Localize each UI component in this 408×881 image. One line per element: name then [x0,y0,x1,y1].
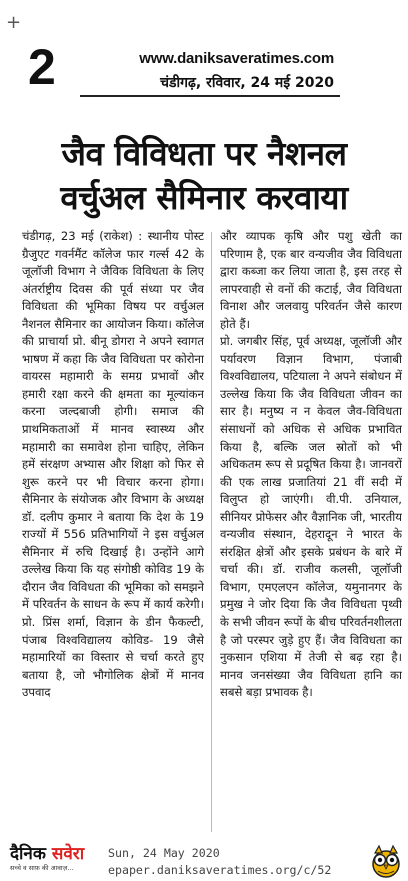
page-number: 2 [28,39,56,95]
article-column-left: चंडीगढ़, 23 मई (राकेश) : स्थानीय पोस्ट ग्रैजुएट गवर्नमैंट कॉलेज फार गर्ल्स 42 के जूलॉजी विभाग ने जैविक विविधता के लिए अंतर्राष्ट्रीय दिवस की पूर्व संध्या पर जैव विविधता की भूमिका विषय पर वर्चुअल नैशनल सैमिनार का आयोजन किया। कॉलेज की प्राचार्या प्रो. बीनू डोगरा ने अपने स्वागत भाषण में कहा कि जैव विविधता पर कोरोना वायरस महामारी के समग्र प्रभावों और हमारी रक्षा करने की क्षमता का मूल्यांकन करना जल्दबाजी होगी। समाज की प्राथमिकताओं में मानव स्वास्थ्य और महामारी का समावेश होना चाहिए, लेकिन हमें संरक्षण अभ्यास और शिक्षा को फिर से शुरू करने पर भी विचार करना होगा। सैमिनार के संयोजक और विभाग के अध्यक्ष डॉ. दलीप कुमार ने बताया कि देश के 19 राज्यों में 556 प्रतिभागियों ने इस वर्चुअल सैमिनार में रुचि दिखाई है। उन्होंने आगे उल्लेख किया कि यह संगोष्ठी कोविड 19 के दौरान जैव विविधता की भूमिका को समझने में परिवर्तन के साधन के रूप में कार्य करेगी। प्रो. प्रिंस शर्मा, विज्ञान के डीन फैकल्टी, पंजाब विश्वविद्यालय कोविड- 19 जैसे महामारियों का विस्तार से चर्चा करते हुए बताया है, जो भौगोलिक क्षेत्रों में मानव उपवाद [22,229,204,700]
logo-wordmark [10,844,102,864]
dateline: चंडीगढ़, रविवार, 24 मई 2020 [160,75,334,91]
corner-plus-mark: + [6,12,22,33]
logo-part-1: दैनिक [10,844,46,864]
header-divider [80,95,340,97]
newspaper-logo [10,844,102,878]
site-url: www.daniksaveratimes.com [139,50,334,67]
epaper-url-link[interactable]: epaper.daniksaveratimes.org/c/52 [108,863,332,877]
owl-icon [368,844,404,878]
column-divider [211,232,212,832]
headline-line-2: वर्चुअल सैमिनार करवाया [60,178,348,217]
logo-tagline: सच्चे व साफ़ की आवाज़... [10,864,74,872]
footer-date: Sun, 24 May 2020 [108,846,220,860]
article-column-right: और व्यापक कृषि और पशु खेती का परिणाम है, एक बार वन्यजीव जैव विविधता द्वारा कब्जा कर लिया जाता है, इस तरह से लापरवाही से वनों की कटाई, जैव विविधता विनाश और जलवायु परिवर्तन जैसे कारण होते हैं। प्रो. जगबीर सिंह, पूर्व अध्यक्ष, जूलॉजी और पर्यावरण विज्ञान विभाग, पंजाबी विश्वविद्यालय, पटियाला ने अपने संबोधन में उल्लेख किया कि जैव विविधता जीवन का सार है। मनुष्य न न केवल जैव-विविधता संसाधनों को अधिक से अधिक प्रभावित किया है, बल्कि जल स्रोतों को भी अधिकतम रूप से प्रदूषित किया है। जानवरों की एक लाख प्रजातियां 21 वीं सदी में विलुप्त हो जाएंगी। वी.पी. उनियाल, सीनियर प्रोफेसर और वैज्ञानिक जी, भारतीय वन्यजीव संस्थान, देहरादून ने भारत के संरक्षित क्षेत्रों और इसके प्रबंधन के बारे में चर्चा की। डॉ. राजीव कलसी, जूलॉजी विभाग, एमएलएन कॉलेज, यमुनानगर के प्रमुख ने जोर दिया कि जैव विविधता पृथ्वी के सभी जीवन रूपों के बीच परिवर्तनशीलता है जो परस्पर जुड़े हुए हैं। जैव विविधता का नुकसान एशिया में तेजी से बढ़ रहा है। मानव जनसंख्या जैव विविधता हानि का सबसे बड़ा प्रभावक है। [220,229,402,700]
headline-line-1: जैव विविधता पर नैशनल [61,134,347,173]
logo-part-2: सवेरा [51,844,85,864]
